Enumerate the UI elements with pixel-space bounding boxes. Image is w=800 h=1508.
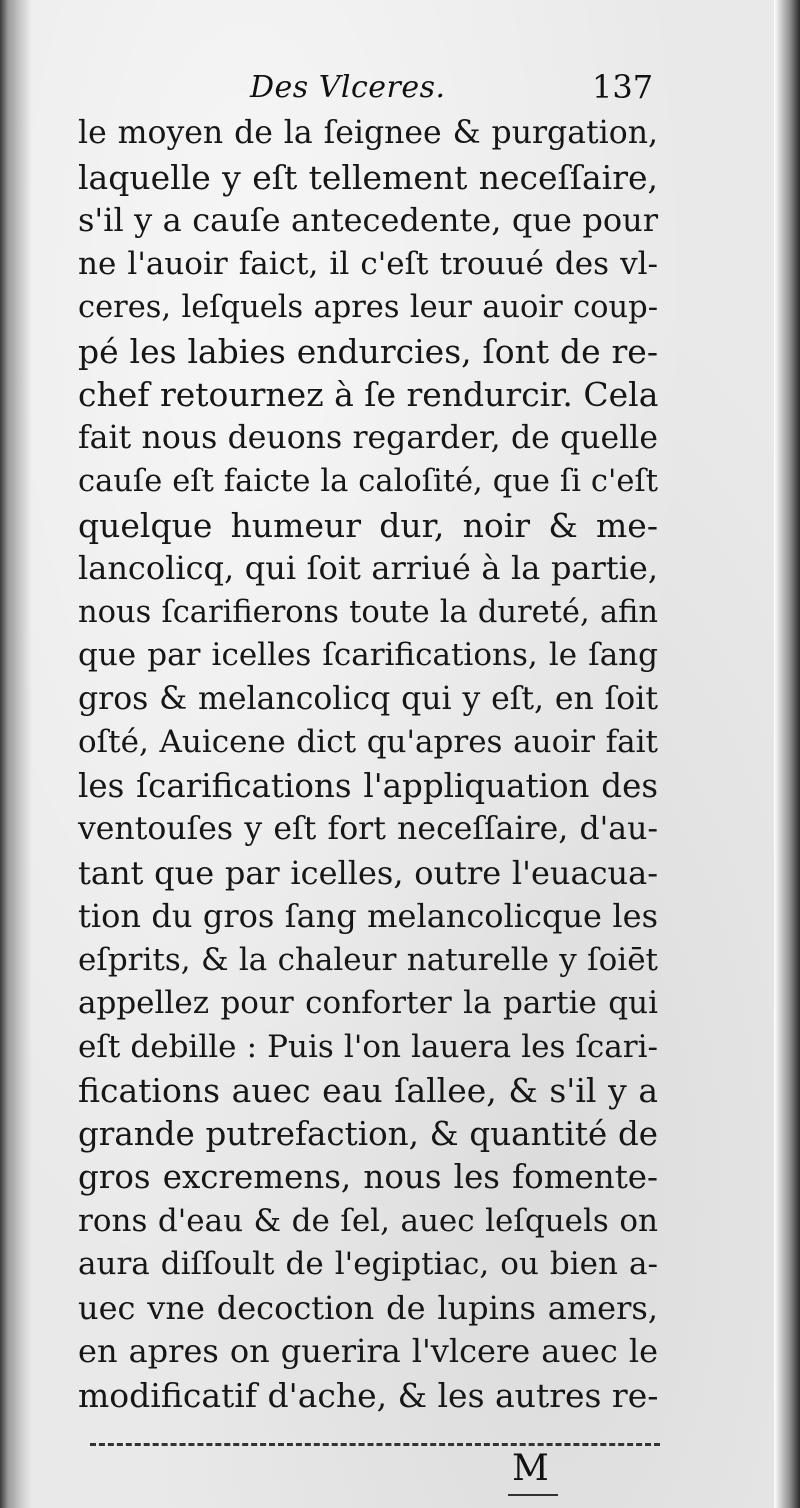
text-line: le moyen de la ſeignee & purgation, [78,115,658,151]
text-line: fait nous deuons regarder, de quelle [78,419,658,456]
text-line: tant que par icelles, outre l'euacua- [78,853,658,892]
text-line: laquelle y eſt tellement neceſſaire, [78,157,658,197]
text-line: en apres on guerira l'vlcere auec le [78,1332,658,1370]
text-line: s'il y a cauſe antecedente, que pour [78,201,658,239]
page-number: 137 [592,68,654,106]
text-line: pé les labies endurcies, ſont de re- [78,331,658,371]
text-line: eſt debille : Puis l'on lauera les ſcari- [78,1028,658,1065]
text-line: eſprits, & la chaleur naturelle y ſoiēt [78,941,658,978]
text-line: gros & melancolicq qui y eſt, en ſoit [78,680,658,717]
text-line: nous ſcarifierons toute la dureté, afin [78,594,658,630]
text-line: grande putrefaction, & quantité de [78,1114,658,1153]
text-line: lancolicq, qui ſoit arriué à la partie, [78,549,658,587]
signature-mark: M [512,1448,549,1489]
page-edge-shadow [774,0,800,1508]
text-line: cauſe eſt faicte la caloſité, que ſi c'eſt [78,464,658,499]
text-line: modificatif d'ache, & les autres re- [78,1375,659,1415]
footer-rule [90,1443,660,1446]
text-line: rons d'eau & de ſel, auec leſquels on [78,1202,658,1239]
body-text [78,112,658,1417]
text-line: gros excremens, nous les fomente- [78,1158,658,1196]
text-line: appellez pour conforter la partie qui [78,985,658,1021]
text-line: tion du gros ſang melancolicque les [78,897,658,935]
binding-shadow [0,0,32,1508]
text-line: ventouſes y eſt fort neceſſaire, d'au- [78,811,658,847]
text-line: quelque humeur dur, noir & me- [78,505,658,545]
running-head: Des Vlceres. [250,70,446,105]
text-line: chef retournez à ſe rendurcir. Cela [78,375,659,414]
text-line: oſté, Auicene dict qu'apres auoir fait [78,724,658,760]
text-line: que par icelles ſcarifications, le ſang [78,637,658,673]
text-line: uec vne decoction de lupins amers, [78,1288,658,1327]
text-line: fications auec eau ſallee, & s'il y a [78,1071,658,1110]
text-line: ceres, leſquels apres leur auoir coup- [78,290,658,325]
text-line: ne l'auoir faict, il c'eſt trouué des vl- [78,245,658,282]
signature-underline [508,1494,558,1496]
text-line: les ſcarifications l'appliquation des [78,766,658,805]
text-line: aura diſſoult de l'egiptiac, ou bien a- [78,1246,658,1282]
